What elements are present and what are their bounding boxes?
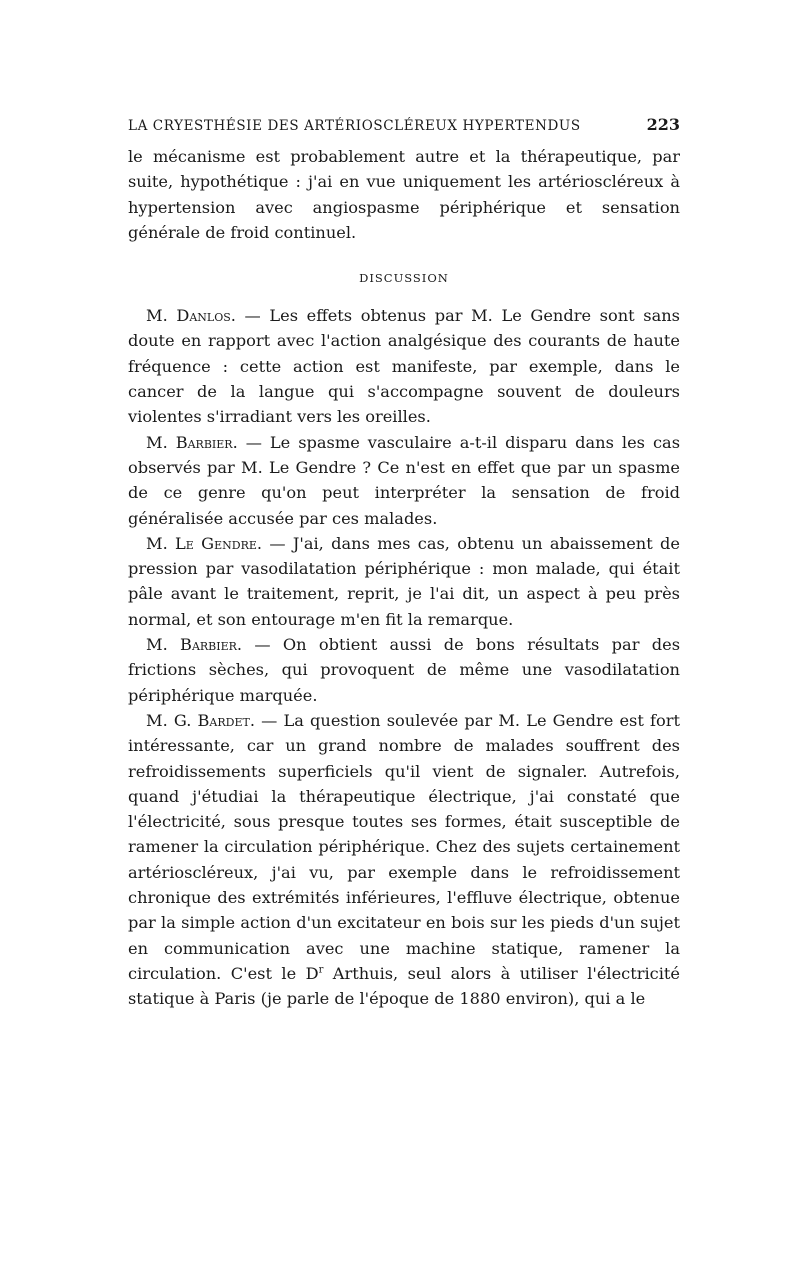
- intro-paragraph: le mécanisme est probablement autre et la thérapeutique, par suite, hypothétique : j'ai en vue uniquement les artérioscléreux à hypertension avec angiospasme périphérique et sensation générale de froid continuel.: [128, 147, 680, 242]
- intervention-text: — On obtient aussi de bons résultats par des frictions sèches, qui provoquent de même une vasodilatation périphérique marquée.: [128, 635, 680, 705]
- section-title: DISCUSSION: [359, 271, 449, 286]
- speaker-name: M. Le Gendre.: [146, 533, 263, 553]
- intervention-paragraph: [128, 632, 680, 708]
- book-page: [128, 115, 680, 1012]
- intervention-text: — La question soulevée par M. Le Gendre est fort intéressante, car un grand nombre de malades souffrent des refroidissements superficiels qu'il vient de signaler. Autrefois, quand j'étudiai la thérapeutique électrique, j'ai constaté que l'électricité, sous presque toutes ses formes, était susceptible de ramener la circulation périphérique. Chez des sujets certainement artérioscléreux, j'ai vu, par exemple dans le refroidissement chronique des extrémités inférieures, l'effluve électrique, obtenue par la simple action d'un excitateur en bois sur les pieds d'un sujet en communication avec une machine statique, ramener la circulation. C'est le D: [128, 710, 680, 983]
- intervention-text: — Les effets obtenus par M. Le Gendre sont sans doute en rapport avec l'action analgésique des courants de haute fréquence : cette action est manifeste, par exemple, dans le cancer de la langue qui s'accompagne souvent de douleurs violentes s'irradiant vers les oreilles.: [128, 306, 680, 427]
- intervention-text-continued: Arthuis, seul alors à utiliser l'électricité statique à Paris (je parle de l'époque de 1880 environ), qui a le: [128, 963, 680, 1009]
- speaker-name: M. Barbier.: [146, 432, 238, 452]
- speaker-name: M. Danlos.: [146, 306, 236, 326]
- speaker-name: M. Barbier.: [146, 635, 243, 655]
- page-body: [128, 144, 680, 1012]
- running-head: [128, 115, 680, 134]
- running-head-title: LA CRYESTHÉSIE DES ARTÉRIOSCLÉREUX HYPERTENDUS: [128, 118, 581, 134]
- intervention-text: — J'ai, dans mes cas, obtenu un abaissement de pression par vasodilatation périphérique : mon malade, qui était pâle avant le traitement, reprit, je l'ai dit, un aspect à peu près normal, et son entourage m'en fit la remarque.: [128, 533, 680, 629]
- intervention-text: — Le spasme vasculaire a-t-il disparu dans les cas observés par M. Le Gendre ? Ce n'est en effet que par un spasme de ce genre qu'on peut interpréter la sensation de froid généralisée accusée par ces malades.: [128, 432, 680, 528]
- intervention-paragraph: [128, 531, 680, 632]
- superscript-abbrev: r: [318, 964, 324, 976]
- intervention-paragraph: [128, 303, 680, 429]
- speaker-name: M. G. Bardet.: [146, 710, 255, 730]
- intervention-paragraph: [128, 708, 680, 1012]
- intervention-paragraph: [128, 430, 680, 531]
- page-number: 223: [646, 115, 680, 134]
